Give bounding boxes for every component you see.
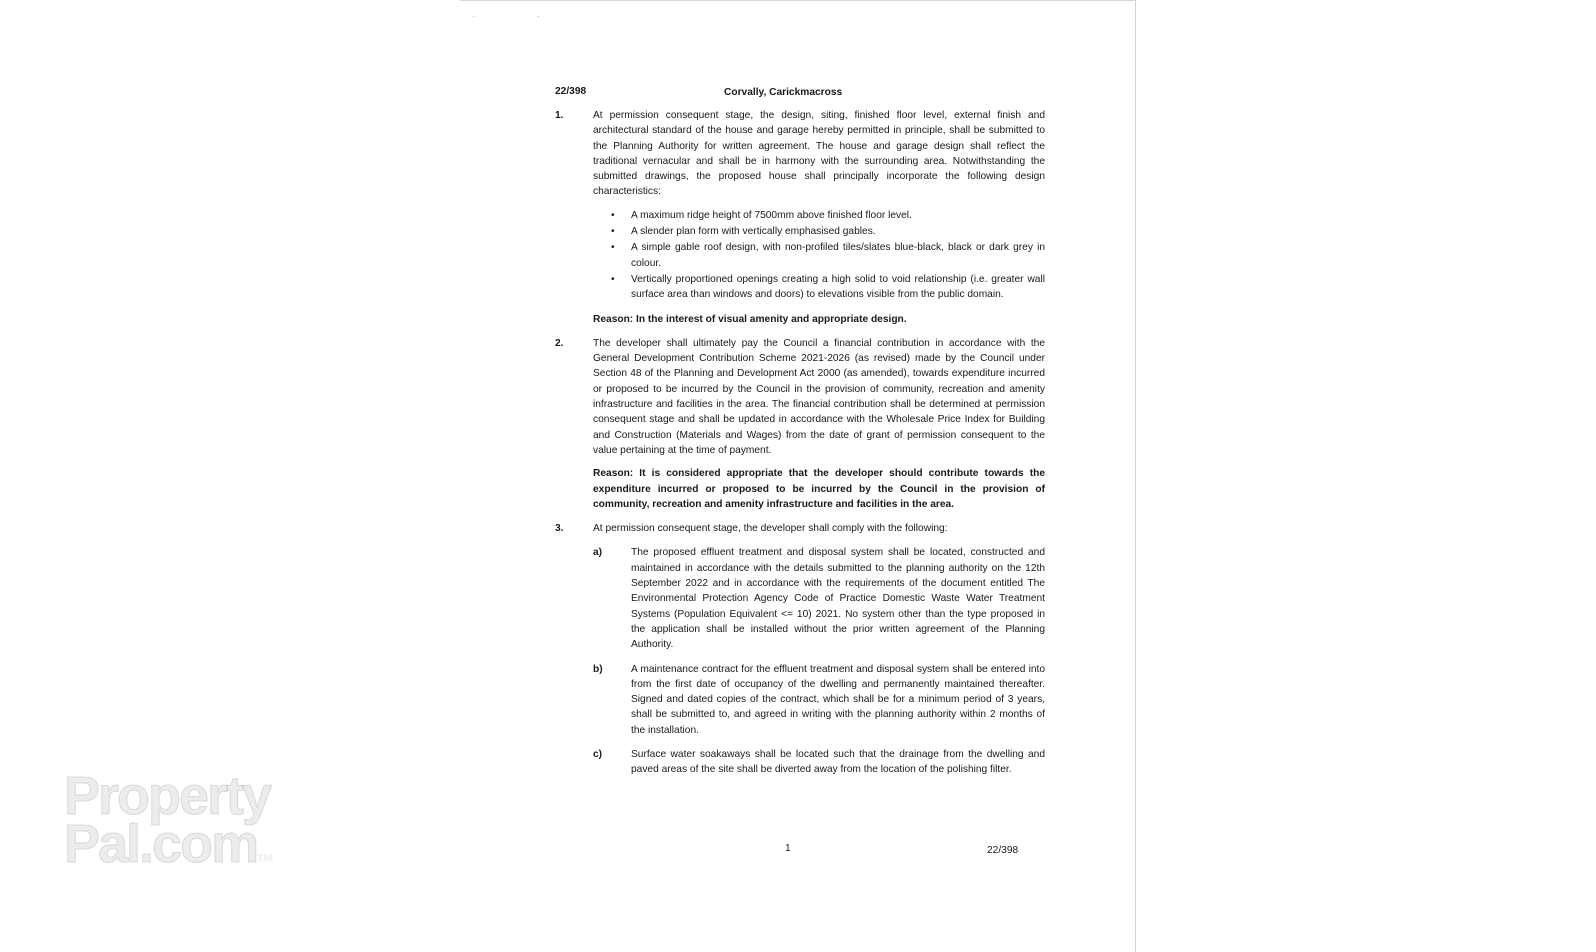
propertypal-watermark-logo bbox=[64, 766, 274, 876]
watermark-trademark: TM bbox=[257, 853, 273, 865]
list-item: • A simple gable roof design, with non-profiled tiles/slates blue-black, black or dark grey in colour. bbox=[631, 240, 1045, 271]
subcondition-text: The proposed effluent treatment and disposal system shall be located, constructed and maintained in accordance with the details submitted to the planning authority on the 12th September 2022 and in accordance with the requirements of the document entitled The Environmental Protection Agency Code of Practice Domestic Waste Water Treatment Systems (Population Equivalent <= 10) 2021. No system other than the type proposed in the application shall be installed without the prior written agreement of the Planning Authority. bbox=[631, 547, 1045, 651]
list-item: • A maximum ridge height of 7500mm above finished floor level. bbox=[631, 208, 1045, 223]
condition-reason: Reason: In the interest of visual amenity and appropriate design. bbox=[593, 313, 907, 325]
subcondition-letter: b) bbox=[593, 663, 603, 675]
footer-reference: 22/398 bbox=[987, 845, 1019, 856]
condition-number: 3. bbox=[555, 523, 564, 535]
subcondition-text: Surface water soakaways shall be located such that the drainage from the dwelling and paved areas of the site shall be diverted away from the location of the polishing filter. bbox=[631, 748, 1045, 776]
condition-text: The developer shall ultimately pay the Council a financial contribution in accordance with the General Development Contribution Scheme 2021-2026 (as revised) made by the Council under Section 48 of the Planning and Development Act 2000 (as amended), towards expenditure incurred or proposed to be incurred by the Council in the provision of community, recreation and amenity infrastructure and facilities in the area. The financial contribution shall be determined at permission consequent stage and shall be updated in accordance with the Wholesale Price Index for Building and Construction (Materials and Wages) from the date of grant of permission consequent to the value pertaining at the time of payment. bbox=[593, 337, 1045, 456]
condition-reason: Reason: It is considered appropriate that the developer should contribute towards the expenditure incurred or proposed to be incurred by the Council in the provision of community, recreation and amenity infrastructure and facilities in the area. bbox=[593, 468, 1045, 510]
condition-number: 2. bbox=[555, 337, 564, 349]
list-item: • Vertically proportioned openings creating a high solid to void relationship (i.e. greater wall surface area than windows and doors) to elevations visible from the public domain. bbox=[631, 272, 1045, 303]
subcondition-a bbox=[593, 545, 1045, 652]
document-footer bbox=[555, 843, 1045, 859]
condition-1 bbox=[555, 108, 1045, 327]
list-item: • A slender plan form with vertically emphasised gables. bbox=[631, 224, 1045, 239]
condition-text: At permission consequent stage, the design, siting, finished floor level, external finish and architectural standard of the house and garage hereby permitted in principle, shall be submitted to the Planning Authority for written agreement. The house and garage design shall reflect the traditional vernacular and shall be in harmony with the surrounding area. Notwithstanding the submitted drawings, the proposed house shall principally incorporate the following design characteristics: bbox=[593, 110, 1045, 198]
header-location: Corvally, Carickmacross bbox=[724, 87, 843, 98]
condition-number: 1. bbox=[555, 110, 564, 121]
condition-2 bbox=[555, 336, 1045, 512]
scan-artifacts: · · bbox=[472, 12, 570, 21]
subcondition-letter: c) bbox=[593, 748, 603, 760]
watermark-line-2-text: Pal.com bbox=[64, 814, 258, 874]
document-header bbox=[555, 84, 1045, 102]
page-number: 1 bbox=[785, 843, 791, 854]
subcondition-c bbox=[593, 747, 1045, 778]
condition-text: At permission consequent stage, the developer shall comply with the following: bbox=[593, 523, 948, 535]
watermark-line-1: Property bbox=[64, 766, 271, 826]
watermark-line-2 bbox=[64, 814, 274, 883]
subcondition-text: A maintenance contract for the effluent treatment and disposal system shall be entered into from the first date of occupancy of the dwelling and permanently maintained thereafter. Signed and dated copies of the contract, which shall be for a minimum period of 3 years, shall be submitted to, and agreed in writing with the planning authority within 2 months of the installation. bbox=[631, 663, 1045, 736]
document-body bbox=[555, 84, 1045, 778]
condition-3 bbox=[555, 521, 1045, 777]
design-characteristics-list bbox=[593, 208, 1045, 303]
subcondition-b bbox=[593, 662, 1045, 738]
header-reference: 22/398 bbox=[555, 86, 587, 97]
subcondition-letter: a) bbox=[593, 547, 603, 559]
